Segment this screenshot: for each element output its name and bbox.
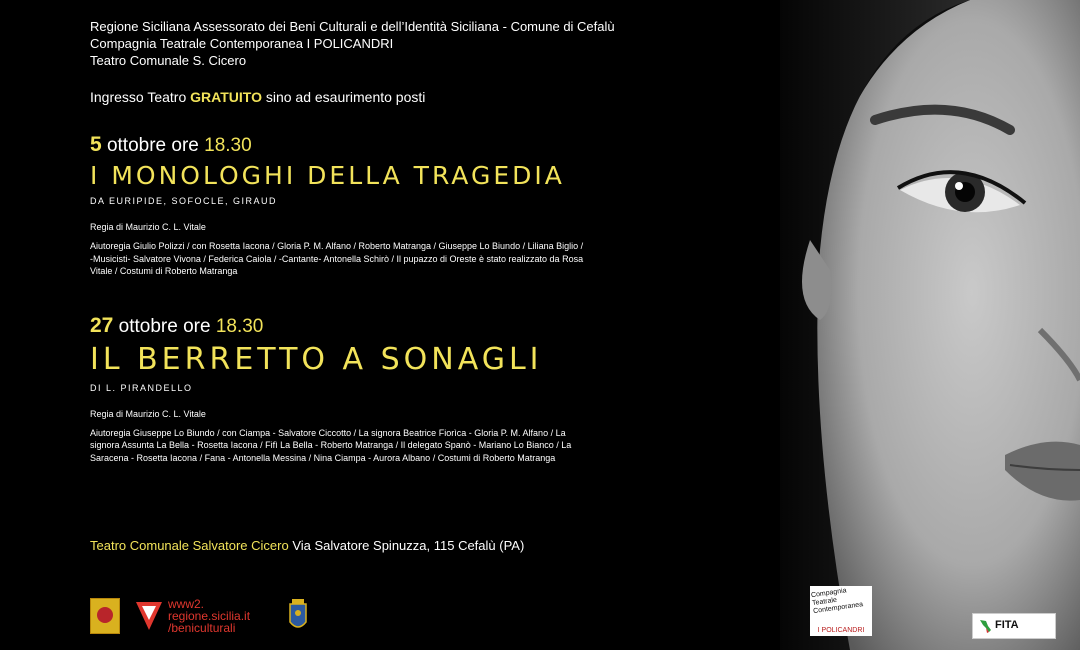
organizer-line: Regione Siciliana Assessorato dei Beni Culturali e dell’Identità Siciliana - Comune di Cefalù [90, 19, 615, 34]
theatre-line: Teatro Comunale S. Cicero [90, 53, 247, 68]
show-block [90, 133, 770, 278]
sponsor-logos [90, 598, 330, 638]
region-url-line: regione.sicilia.it [168, 609, 251, 623]
show-day: 27 [90, 313, 114, 337]
region-triangle-logo [134, 600, 164, 632]
cefalu-crest-icon [286, 598, 310, 634]
entry-note-after: sino ad esaurimento posti [261, 89, 426, 105]
venue-address: Via Salvatore Spinuzza, 115 Cefalù (PA) [288, 538, 525, 553]
italy-map-icon [977, 618, 993, 634]
show-credits: Aiutoregia Giuseppe Lo Biundo / con Ciampa - Salvatore Ciccotto / La signora Beatrice Fiorìca - Gloria P. M. Alfano / La signora Assunta La Bella - Rosetta Iacona / Fifì La Bella - Roberto Matranga / Il delegato Spanò - Mariano Lo Bianco / La Saracena - Rosetta Iacona / Fana - Antonella Messina / Nina Ciampa - Aurora Albano / Costumi di Roberto Matranga [90, 427, 572, 463]
show-title: IL BERRETTO A SONAGLI [90, 341, 543, 377]
show-date-word: ottobre ore [101, 135, 205, 156]
show-author: DI L. PIRANDELLO [90, 382, 193, 393]
show-date-word: ottobre ore [113, 315, 216, 337]
fita-text: FITA [995, 619, 1019, 631]
show-credits: Aiutoregia Giulio Polizzi / con Rosetta Iacona / Gloria P. M. Alfano / Roberto Matranga / Giuseppe Lo Biundo / Liliana Biglio / -Musicisti- Salvatore Vivona / Federica Caiola / -Cantante- Antonella Schirò / Il pupazzo di Oreste è stato realizzato da Rosa Vitale / Costumi di Roberto Matranga [90, 241, 584, 276]
woman-portrait-image [780, 0, 1080, 650]
show-day: 5 [90, 133, 102, 156]
policandri-logo [810, 586, 872, 636]
show-title: I MONOLOGHI DELLA TRAGEDIA [90, 161, 565, 190]
region-url-line: www2. [168, 597, 205, 611]
show-time: 18.30 [204, 135, 252, 156]
show-date [90, 314, 770, 338]
portrait-illustration [780, 0, 1080, 650]
policandri-name: I POLICANDRI [817, 627, 865, 634]
venue-line [90, 538, 524, 553]
entry-note [90, 89, 770, 105]
sicily-region-logo [90, 598, 120, 634]
venue-name: Teatro Comunale Salvatore Cicero [90, 538, 289, 553]
entry-note-before: Ingresso Teatro [90, 89, 191, 105]
show-date [90, 133, 770, 157]
region-url-line: /beniculturali [168, 621, 236, 635]
show-time: 18.30 [215, 315, 264, 337]
show-author: DA EURIPIDE, SOFOCLE, GIRAUD [90, 196, 278, 206]
trinacria-icon [97, 607, 113, 623]
show-block [90, 314, 770, 465]
entry-free-label: GRATUITO [190, 89, 262, 105]
poster-text-column [90, 18, 770, 464]
policandri-company-text: Compagnia Teatrale Contemporanea [810, 587, 864, 616]
show-director: Regia di Maurizio C. L. Vitale [90, 408, 206, 419]
region-website [168, 598, 250, 634]
fita-logo [972, 613, 1056, 639]
company-line: Compagnia Teatrale Contemporanea I POLICANDRI [90, 36, 394, 51]
show-director: Regia di Maurizio C. L. Vitale [90, 222, 206, 232]
